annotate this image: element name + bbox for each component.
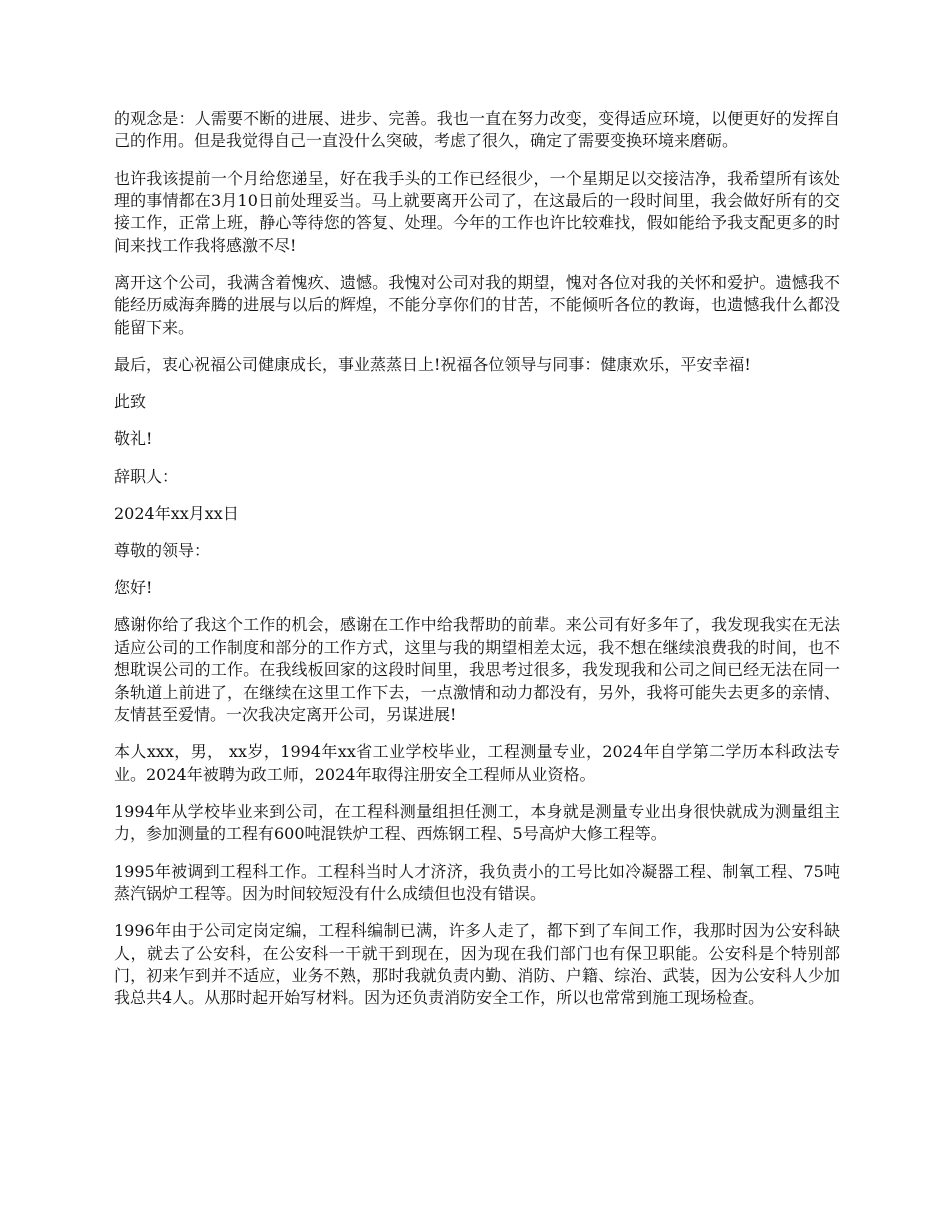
- document-page: [114, 108, 840, 1025]
- paragraph: 本人xxx，男， xx岁，1994年xx省工业学校毕业，工程测量专业，2024年自学第二学历本科政法专业。2024年被聘为政工师，2024年取得注册安全工程师从业资格。: [114, 742, 840, 784]
- date-line: 2024年xx月xx日: [114, 503, 239, 523]
- paragraph: 1996年由于公司定岗定编，工程科编制已满，许多人走了，都下到了车间工作，我那时因为公安科缺人，就去了公安科，在公安科一干就干到现在，因为现在我们部门也有保卫职能。公安科是个特别部门，初来乍到并不适应，业务不熟，那时我就负责内勤、消防、户籍、综治、武装，因为公安科人少加我总共4人。从那时起开始写材料。因为还负责消防安全工作，所以也常常到施工现场检查。: [114, 921, 840, 1008]
- paragraph: 最后，衷心祝福公司健康成长，事业蒸蒸日上!祝福各位领导与同事：健康欢乐，平安幸福!: [114, 355, 751, 375]
- closing-regards: 敬礼!: [114, 429, 153, 449]
- signature-label: 辞职人：: [114, 466, 179, 486]
- paragraph: 1995年被调到工程科工作。工程科当时人才济济，我负责小的工号比如冷凝器工程、制氧工程、75吨蒸汽锅炉工程等。因为时间较短没有什么成绩但也没有错误。: [114, 861, 840, 903]
- paragraph: 离开这个公司，我满含着愧疚、遗憾。我愧对公司对我的期望，愧对各位对我的关怀和爱护。遗憾我不能经历威海奔腾的进展与以后的辉煌，不能分享你们的甘苦，不能倾听各位的教诲，也遗憾我什么都没能留下来。: [114, 273, 840, 337]
- greeting-hello: 您好!: [114, 578, 153, 598]
- paragraph: 1994年从学校毕业来到公司，在工程科测量组担任测工，本身就是测量专业出身很快就成为测量组主力，参加测量的工程有600吨混铁炉工程、西炼钢工程、5号高炉大修工程等。: [114, 801, 840, 844]
- paragraph: 也许我该提前一个月给您递呈，好在我手头的工作已经很少，一个星期足以交接洁净，我希望所有该处理的事情都在3月10日前处理妥当。马上就要离开公司了，在这最后的一段时间里，我会做好所有的交接工作，正常上班，静心等待您的答复、处理。今年的工作也许比较难找，假如能给予我支配更多的时间来找工作我将感激不尽!: [114, 168, 840, 255]
- paragraph: 感谢你给了我这个工作的机会，感谢在工作中给我帮助的前辈。来公司有好多年了，我发现我实在无法适应公司的工作制度和部分的工作方式，这里与我的期望相差太远，我不想在继续浪费我的时间，也不想耽误公司的工作。在我线板回家的这段时间里，我思考过很多，我发现我和公司之间已经无法在同一条轨道上前进了，在继续在这里工作下去，一点激情和动力都没有，另外，我将可能失去更多的亲情、友情甚至爱情。一次我决定离开公司，另谋进展!: [114, 615, 840, 725]
- greeting: 尊敬的领导：: [114, 541, 211, 561]
- closing-salutation: 此致: [114, 392, 147, 412]
- paragraph: 的观念是：人需要不断的进展、进步、完善。我也一直在努力改变，变得适应环境，以便更好的发挥自己的作用。但是我觉得自己一直没什么突破，考虑了很久，确定了需要变换环境来磨砺。: [114, 109, 840, 151]
